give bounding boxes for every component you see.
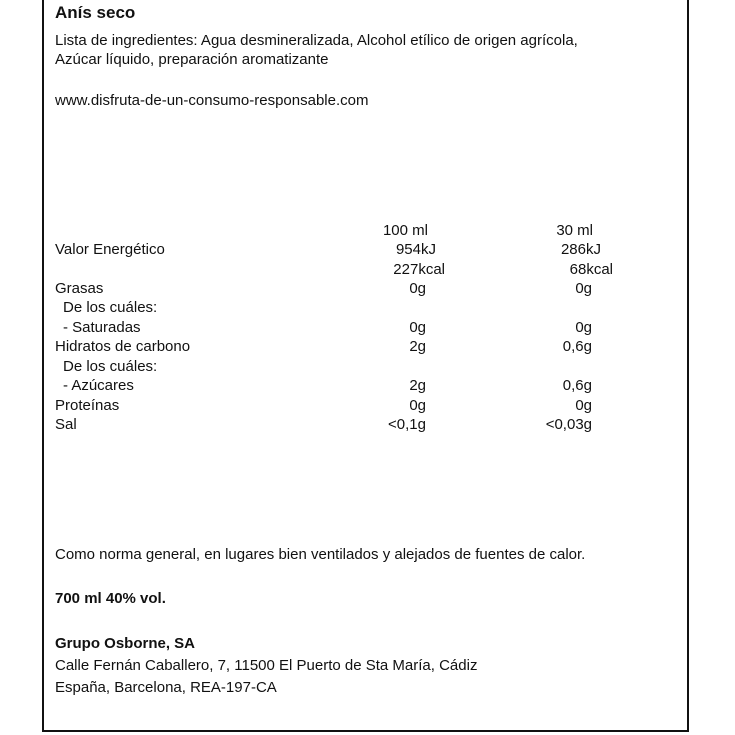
nutrition-value-30ml: 68kcal bbox=[569, 261, 613, 278]
company-name: Grupo Osborne, SA bbox=[55, 635, 196, 652]
nutrition-row-label: - Saturadas bbox=[63, 319, 141, 336]
nutrition-value-30ml: <0,03g bbox=[545, 416, 592, 433]
nutrition-value-30ml: 0,6g bbox=[562, 377, 592, 394]
product-title: Anís seco bbox=[55, 3, 136, 22]
ingredients-line-2: Azúcar líquido, preparación aromatizante bbox=[55, 51, 329, 68]
column-header-30ml: 30 ml bbox=[556, 222, 593, 239]
storage-instructions: Como norma general, en lugares bien ventilados y alejados de fuentes de calor. bbox=[55, 546, 586, 563]
website-link[interactable]: www.disfruta-de-un-consumo-responsable.com bbox=[55, 92, 369, 109]
nutrition-row-label: De los cuáles: bbox=[63, 299, 158, 316]
company-address: Calle Fernán Caballero, 7, 11500 El Puerto de Sta María, Cádiz bbox=[55, 657, 478, 674]
nutrition-value-100ml: <0,1g bbox=[388, 416, 426, 433]
nutrition-row-label: De los cuáles: bbox=[63, 358, 158, 375]
nutrition-value-100ml: 954kJ bbox=[395, 241, 436, 258]
volume-info: 700 ml 40% vol. bbox=[55, 590, 166, 607]
nutrition-value-100ml: 2g bbox=[409, 377, 426, 394]
nutrition-value-30ml: 286kJ bbox=[560, 241, 601, 258]
nutrition-value-30ml: 0,6g bbox=[562, 338, 592, 355]
nutrition-value-30ml: 0g bbox=[575, 397, 592, 414]
nutrition-row-label: Hidratos de carbono bbox=[55, 338, 191, 355]
company-registry: España, Barcelona, REA-197-CA bbox=[55, 679, 277, 696]
nutrition-value-30ml: 0g bbox=[575, 280, 592, 297]
nutrition-value-30ml: 0g bbox=[575, 319, 592, 336]
column-header-100ml: 100 ml bbox=[382, 222, 428, 239]
nutrition-value-100ml: 0g bbox=[409, 319, 426, 336]
nutrition-row-label: Grasas bbox=[55, 280, 104, 297]
nutrition-row-label: Sal bbox=[55, 416, 77, 433]
ingredients-line-1: Lista de ingredientes: Agua desmineralizada, Alcohol etílico de origen agrícola, bbox=[55, 32, 578, 49]
nutrition-value-100ml: 0g bbox=[409, 280, 426, 297]
nutrition-value-100ml: 227kcal bbox=[393, 261, 445, 278]
nutrition-row-label: Proteínas bbox=[55, 397, 120, 414]
nutrition-row-label: - Azúcares bbox=[63, 377, 134, 394]
nutrition-value-100ml: 2g bbox=[409, 338, 426, 355]
nutrition-value-100ml: 0g bbox=[409, 397, 426, 414]
nutrition-row-label: Valor Energético bbox=[55, 241, 165, 258]
